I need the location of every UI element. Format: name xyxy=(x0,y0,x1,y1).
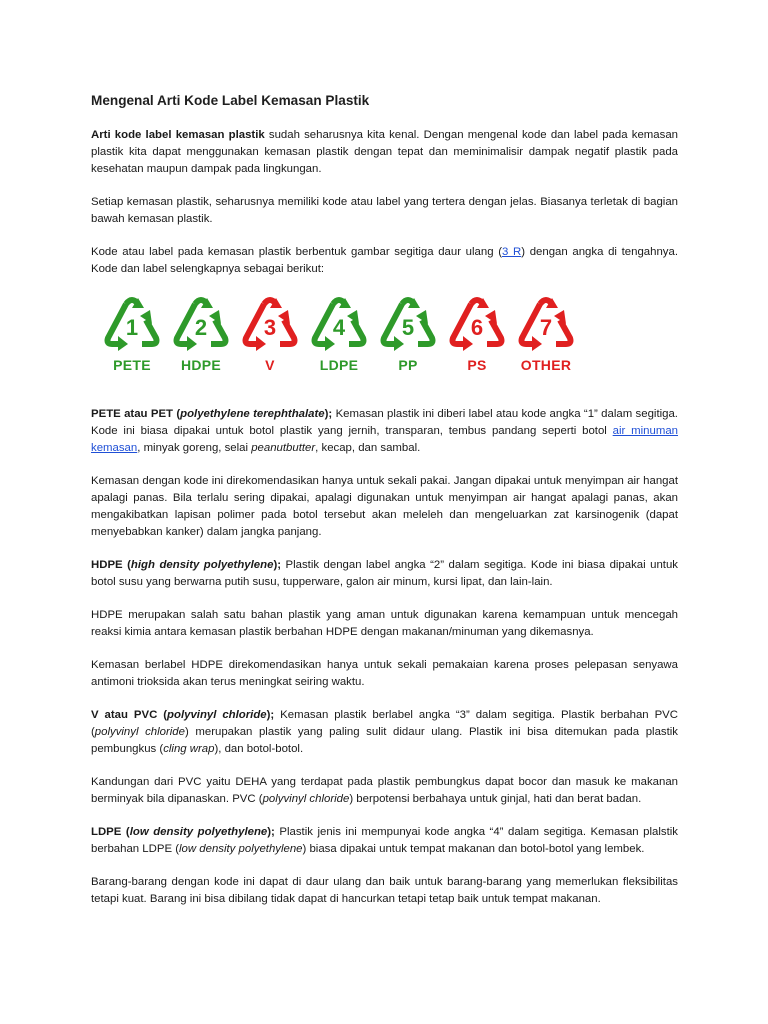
intro-paragraph-2: Setiap kemasan plastik, seharusnya memiliki kode atau label yang tertera dengan jelas. Biasanya terletak di bagian bawah kemasan plastik. xyxy=(91,196,678,225)
recycling-code-pp xyxy=(375,294,441,384)
code-number: 5 xyxy=(401,315,415,340)
recycling-triangle-icon xyxy=(238,294,302,354)
code-number: 4 xyxy=(332,315,346,340)
code-label: PS xyxy=(467,357,487,373)
code-label: PP xyxy=(398,357,418,373)
intro-bold-term: Arti kode label kemasan plastik xyxy=(91,129,265,141)
recycling-code-ldpe xyxy=(306,294,372,384)
recycling-code-other xyxy=(513,294,579,384)
recycling-triangle-icon xyxy=(376,294,440,354)
code-label: V xyxy=(265,357,275,373)
code-label: OTHER xyxy=(520,357,572,373)
code-number: 7 xyxy=(539,315,553,340)
recycling-code-ps xyxy=(444,294,510,384)
hdpe-paragraph-2: HDPE merupakan salah satu bahan plastik yang aman untuk digunakan karena kemampuan untuk mencegah reaksi kimia antara kemasan plastik berbahan HDPE dengan makanan/minuman yang dikemasnya. xyxy=(91,609,678,638)
document-body xyxy=(91,92,678,924)
code-number: 3 xyxy=(263,315,277,340)
code-label: HDPE xyxy=(180,357,222,373)
recycling-triangle-icon xyxy=(307,294,371,354)
link-3r[interactable]: 3 R xyxy=(502,246,522,258)
link-air-minuman-kemasan[interactable]: air minuman kemasan xyxy=(91,425,679,454)
intro-paragraph-1: Arti kode label kemasan plastik sudah seharusnya kita kenal. Dengan mengenal kode dan label pada kemasan plastik kita dapat menggunakan kemasan plastik dengan tepat dan meminimalisir dampak negatif plastik pada kesehatan maupun dampak pada lingkungan. xyxy=(91,129,678,175)
code-label: PETE xyxy=(113,357,151,373)
recycling-code-hdpe xyxy=(168,294,234,384)
code-number: 2 xyxy=(194,315,208,340)
code-label: LDPE xyxy=(319,357,359,373)
recycling-triangle-icon xyxy=(169,294,233,354)
recycling-triangle-icon xyxy=(445,294,509,354)
recycling-code-v xyxy=(237,294,303,384)
hdpe-paragraph-1: HDPE (high density polyethylene); Plastik dengan label angka “2” dalam segitiga. Kode ini biasa dipakai untuk botol susu yang berwarna putih susu, tupperware, galon air minum, kursi lipat, dan lain-lain. xyxy=(91,559,679,588)
code-number: 6 xyxy=(470,315,484,340)
intro-paragraph-3: Kode atau label pada kemasan plastik berbentuk gambar segitiga daur ulang (3 R) dengan angka di tengahnya. Kode dan label selengkapnya sebagai berikut: xyxy=(91,246,678,275)
page-title: Mengenal Arti Kode Label Kemasan Plastik xyxy=(91,93,370,108)
recycling-triangle-icon xyxy=(100,294,164,354)
pete-paragraph-1: PETE atau PET (polyethylene terephthalate); Kemasan plastik ini diberi label atau kode angka “1” dalam segitiga. Kode ini biasa dipakai untuk botol plastik yang jernih, transparan, tembus pandang seperti botol air minuman kemasan, minyak goreng, selai peanutbutter, kecap, dan sambal. xyxy=(91,408,679,454)
ldpe-paragraph-1: LDPE (low density polyethylene); Plastik jenis ini mempunyai kode angka “4” dalam segitiga. Kemasan plalstik berbahan LDPE (low density polyethylene) biasa dipakai untuk tempat makanan dan botol-botol yang lembek. xyxy=(91,826,678,855)
recycling-triangle-icon xyxy=(514,294,578,354)
recycling-codes-figure xyxy=(99,294,678,384)
pvc-paragraph-1: V atau PVC (polyvinyl chloride); Kemasan plastik berlabel angka “3” dalam segitiga. Plastik berbahan PVC (polyvinyl chloride) merupakan plastik yang paling sulit didaur ulang. Plastik ini bisa ditemukan pada plastik pembungkus (cling wrap), dan botol-botol. xyxy=(91,709,678,755)
pvc-paragraph-2: Kandungan dari PVC yaitu DEHA yang terdapat pada plastik pembungkus dapat bocor dan masuk ke makanan berminyak bila dipanaskan. PVC (polyvinyl chloride) berpotensi berbahaya untuk ginjal, hati dan berat badan. xyxy=(91,776,678,805)
code-number: 1 xyxy=(125,315,139,340)
hdpe-paragraph-3: Kemasan berlabel HDPE direkomendasikan hanya untuk sekali pemakaian karena proses pelepasan senyawa antimoni trioksida akan terus meningkat seiring waktu. xyxy=(91,659,678,688)
ldpe-paragraph-2: Barang-barang dengan kode ini dapat di daur ulang dan baik untuk barang-barang yang memerlukan fleksibilitas tetapi kuat. Barang ini bisa dibilang tidak dapat di hancurkan tetapi tetap baik untuk tempat makanan. xyxy=(91,876,678,905)
recycling-code-pete xyxy=(99,294,165,384)
pete-paragraph-2: Kemasan dengan kode ini direkomendasikan hanya untuk sekali pakai. Jangan dipakai untuk menyimpan air hangat apalagi panas. Bila terlalu sering dipakai, apalagi digunakan untuk menyimpan air hangat apalagi panas, akan mengakibatkan lapisan polimer pada botol tersebut akan meleleh dan mengeluarkan zat karsinogenik (dapat menyebabkan kanker) dalam jangka panjang. xyxy=(91,475,678,538)
